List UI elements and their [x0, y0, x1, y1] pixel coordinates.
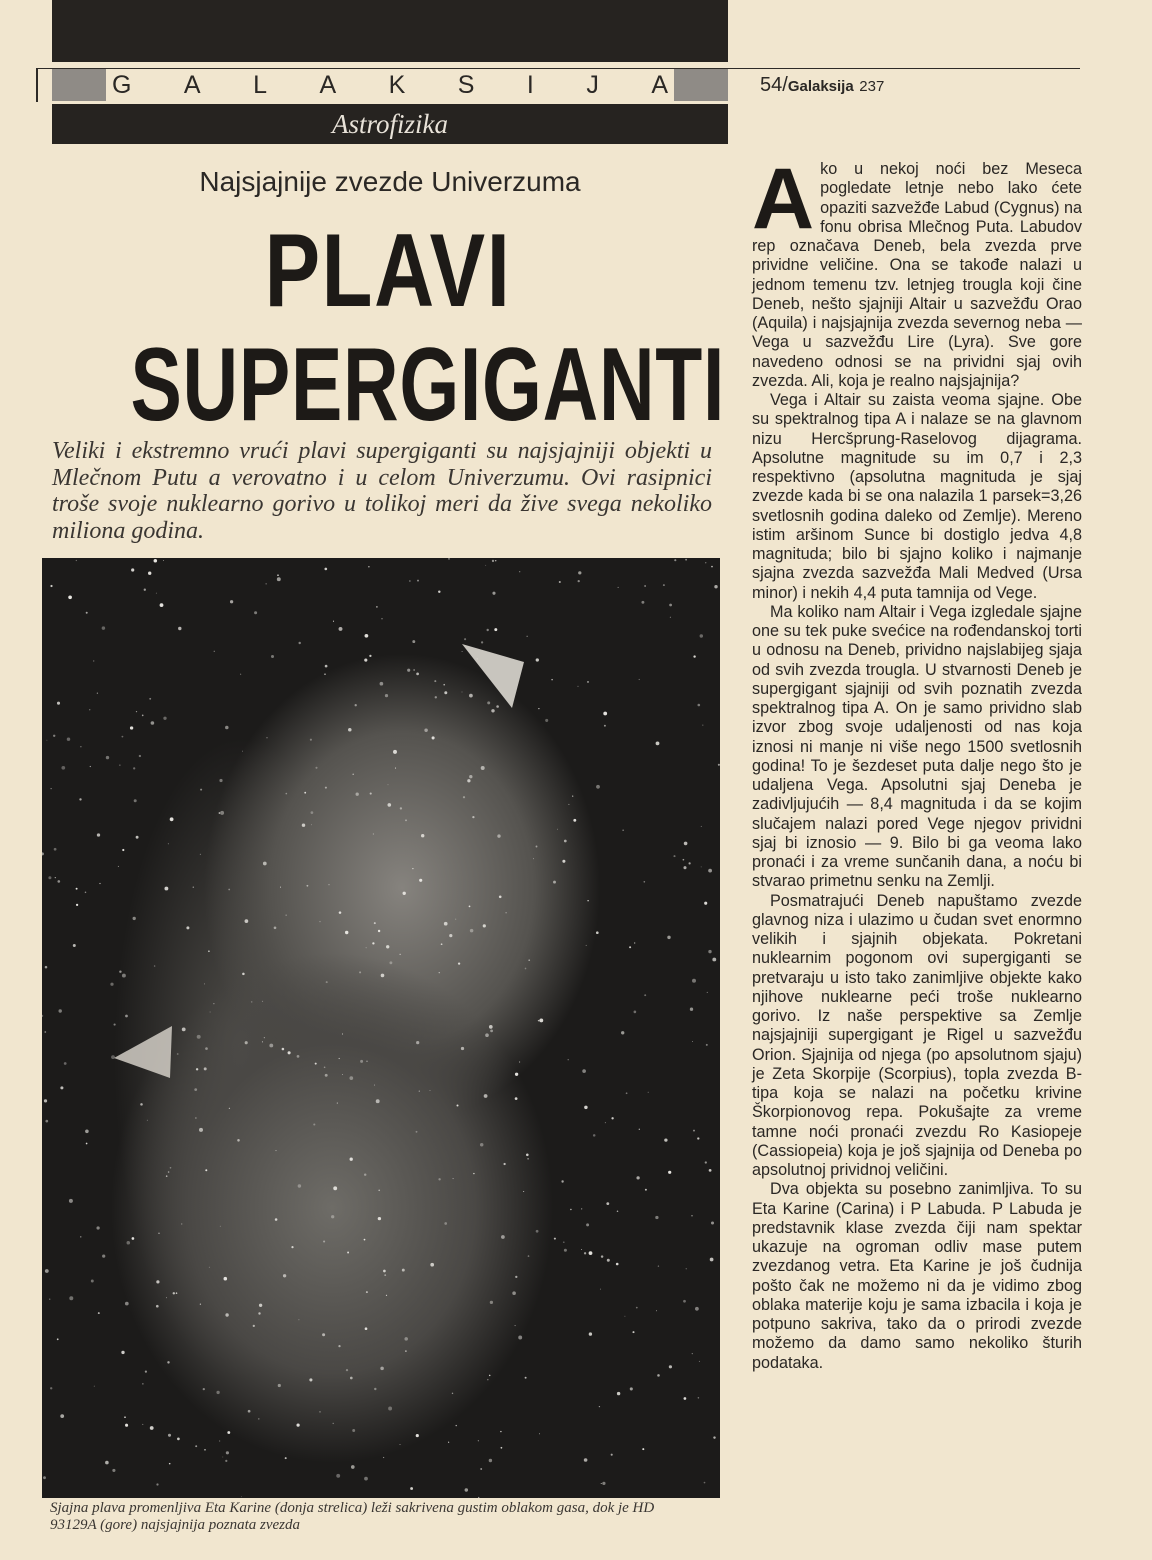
masthead-letter: A — [319, 71, 337, 99]
masthead-letter: I — [526, 71, 534, 99]
lead-paragraph: Veliki i ekstremno vrući plavi supergiganti su najsjajniji objekti u Mlečnom Putu a verovatno i u celom Univerzumu. Ovi rasipnici troše svoje nuklearno gorivo u tolikoj meri da žive svega nekoliko miliona godina. — [52, 438, 712, 544]
headline — [40, 213, 736, 443]
paragraph-2: Vega i Altair su zaista veoma sjajne. Obe su spektralnog tipa A i nalaze se na glavnom nizu Hercšprung-Raselovog dijagrama. Apsolutne magnitude su im 0,7 i 2,3 respektivno (apsolutna magnituda je sjaj zvezde kada bi se ona nalazila 1 parsek=3,26 svetlosnih godina daleko od Zemlje). Mereno istim aršinom Sunce bi dostiglo jedva 4,8 magnituda; bilo bi sjajno koliko i najmanje sjajna zvezda sazvežđa Mali Medved (Ursa minor) i nekih 4,4 puta tamnija od Vege. — [752, 391, 1082, 602]
masthead-letter: J — [586, 71, 599, 99]
issue-prefix: 54/ — [760, 74, 788, 96]
issue-label — [760, 71, 884, 101]
paragraph-1 — [752, 151, 1082, 391]
article-body — [752, 151, 1082, 1373]
masthead-letter: S — [457, 71, 475, 99]
masthead-letter: A — [183, 71, 201, 99]
section-rubric — [52, 104, 728, 144]
masthead — [52, 69, 728, 101]
arrow-markers — [42, 558, 720, 1498]
paragraph-1-text: ko u nekoj noći bez Meseca pogledate letnje nebo lako ćete opaziti sazvežđe Labud (Cygnus) na fonu obrisa Mlečnog Puta. Labudov rep označava Deneb, bela zvezda prve prividne veličine. Ona se takođe nalazi u jednom temenu tzv. letnjeg trougla koji čine Deneb, nešto sjajniji Altair u sazvežđu Orao (Aquila) i najsjajnija zvezda severnog neba — Vega u sazvežđu Lire (Lyra). Sve gore navedeno odnosi se na prividni sjaj ovih zvezda. Ali, koja je realno najsjajnija? — [752, 160, 1082, 390]
headline-line-2: SUPERGIGANTI — [130, 327, 726, 443]
masthead-letter: K — [388, 71, 406, 99]
photo-caption: Sjajna plava promenljiva Eta Karine (donja strelica) leži sakrivena gustim oblakom gasa, dok je HD 93129A (gore) najsjajnija poznata zvezda — [50, 1500, 655, 1533]
paragraph-4: Posmatrajući Deneb napuštamo zvezde glavnog niza i ulazimo u čudan svet enormno velikih i sjajnih objekata. Pokretani nuklearnim pogonom ovi supergiganti se pretvaraju u isto tako zanimljive objekte kako njihove nuklearne peći troše nuklearno gorivo. Iz naše perspektive sa Zemlje najsjajniji supergigant je Rigel u sazvežđu Orion. Sjajnija od njega (po apsolutnom sjaju) je Zeta Skorpije (Scorpius), topla zvezda B-tipa koja se nalazi na početku krivine Škorpionovog repa. Pokušajte za vreme tamne noći pronaći zvezdu Ro Kasiopeje (Cassiopeia) koja je još sjajnija od Deneba po apsolutnoj prividnoj veličini. — [752, 891, 1082, 1179]
page-number: 237 — [859, 78, 885, 95]
nebula-photo — [42, 558, 720, 1498]
headline-line-1: PLAVI — [264, 213, 512, 329]
masthead-letter: G — [112, 71, 132, 99]
masthead-letter: L — [253, 71, 267, 99]
rubric-label: Astrofizika — [331, 108, 448, 139]
lower-arrow-icon — [114, 1026, 172, 1078]
upper-arrow-icon — [462, 644, 524, 708]
paragraph-5: Dva objekta su posebno zanimljiva. To su Eta Karine (Carina) i P Labuda. P Labuda je predstavnik klase zvezda čiji nam spektar ukazuje na ogroman odliv mase putem zvezdanog vetra. Eta Karine je još čudnija pošto čak ne možemo ni da je vidimo zbog oblaka materije koju je sama izbacila i koja je potpuno sakriva, tako da o prirodi zvezde možemo da damo samo nekoliko šturih podataka. — [752, 1180, 1082, 1372]
header-tick — [36, 68, 38, 102]
paragraph-3: Ma koliko nam Altair i Vega izgledale sjajne one su tek puke svećice na rođendanskoj torti u odnosu na Deneb, prividno najslabijeg sjaja od svih zvezda trougla. U stvarnosti Deneb je supergigant sjajniji od svih poznatih zvezda spektralnog tipa A. On je samo prividno slab izvor zbog svoje udaljenosti od nas koja iznosi ni manje ni više nego 1500 svetlosnih godina! To je šezdeset puta dalje nego što je udaljena Vega. Apsolutni sjaj Deneba je zadivljujućih — 8,4 magnituda i da se kojim slučajem nalazi pored Vege njegov prividni sjaj bi iznosio — 9. Bilo bi ga veoma lako pronaći i za vreme sunčanih dana, a noću bi stvarao primetnu senku na Zemlji. — [752, 602, 1082, 891]
drop-cap: A — [752, 151, 815, 247]
kicker: Najsjajnije zvezde Univerzuma — [199, 166, 581, 197]
issue-name: Galaksija — [787, 78, 854, 95]
masthead-letter: A — [651, 71, 668, 99]
top-dark-bar — [52, 0, 728, 62]
